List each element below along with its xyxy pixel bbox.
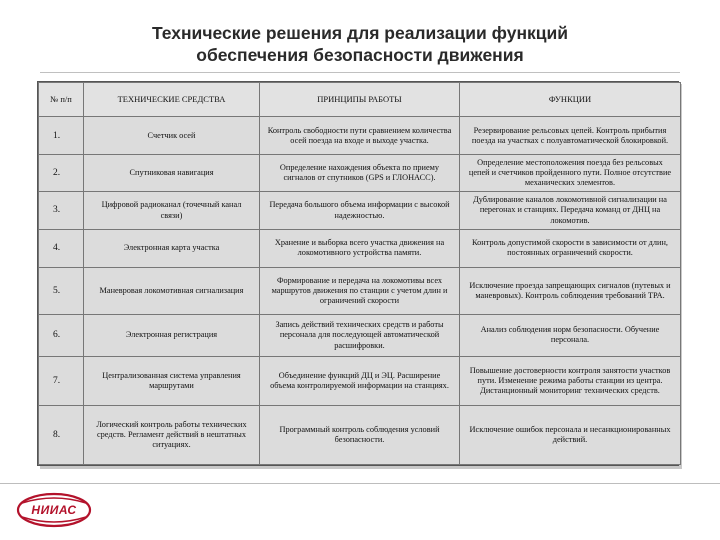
row-means: Электронная карта участка [84,230,260,267]
logo-text: НИИАС [31,503,77,517]
row-means: Маневровая локомотивная сигнализация [84,267,260,315]
row-number: 7. [39,356,84,406]
row-function: Анализ соблюдения норм безопасности. Обучение персонала. [460,315,681,356]
row-means: Электронная регистрация [84,315,260,356]
col-header-functions: ФУНКЦИИ [460,83,681,117]
col-header-principles: ПРИНЦИПЫ РАБОТЫ [260,83,460,117]
row-function: Исключение ошибок персонала и несанкционированных действий. [460,406,681,465]
row-number: 3. [39,191,84,229]
row-function: Дублирование каналов локомотивной сигнализации на перегонах и станциях. Передача команд от ДНЦ на локомотив. [460,191,681,229]
row-number: 6. [39,315,84,356]
row-function: Определение местоположения поезда без рельсовых цепей и счетчиков пройденного пути. Полное отсутствие механических элементов. [460,155,681,191]
table-row [39,155,681,191]
solutions-table [37,81,679,466]
row-principle: Программный контроль соблюдения условий безопасности. [260,406,460,465]
footer-divider [0,483,720,484]
row-means: Централизованная система управления маршрутами [84,356,260,406]
row-means: Логический контроль работы технических средств. Регламент действий в нештатных ситуациях. [84,406,260,465]
title-divider [40,72,680,73]
col-header-number: № п/п [39,83,84,117]
table-row [39,315,681,356]
row-number: 4. [39,230,84,267]
row-principle: Запись действий технических средств и работы персонала для последующей автоматической расшифровки. [260,315,460,356]
table-row [39,191,681,229]
row-means: Спутниковая навигация [84,155,260,191]
row-function: Резервирование рельсовых цепей. Контроль прибытия поезда на участках с полуавтоматической блокировкой. [460,117,681,155]
row-function: Повышение достоверности контроля занятости участков пути. Изменение режима работы станции из центра. Дистанционный мониторинг технических средств. [460,356,681,406]
row-means: Счетчик осей [84,117,260,155]
table-row [39,406,681,465]
row-function: Исключение проезда запрещающих сигналов (путевых и маневровых). Контроль соблюдения требований ТРА. [460,267,681,315]
row-principle: Контроль свободности пути сравнением количества осей поезда на входе и выходе участка. [260,117,460,155]
table-row [39,356,681,406]
row-number: 5. [39,267,84,315]
row-function: Контроль допустимой скорости в зависимости от длин, постоянных ограничений скорости. [460,230,681,267]
page-title [60,22,660,66]
col-header-means: ТЕХНИЧЕСКИЕ СРЕДСТВА [84,83,260,117]
row-principle: Определение нахождения объекта по приему сигналов от спутников (GPS и ГЛОНАСС). [260,155,460,191]
row-means: Цифровой радиоканал (точечный канал связи) [84,191,260,229]
niias-logo [14,491,94,529]
table-header-row [39,83,681,117]
table-row [39,117,681,155]
row-principle: Объединение функций ДЦ и ЭЦ. Расширение объема контролируемой информации на станциях. [260,356,460,406]
table-row [39,230,681,267]
row-principle: Формирование и передача на локомотивы всех маршрутов движения по станции с учетом длин и ограничений скорости [260,267,460,315]
title-line-2: обеспечения безопасности движения [196,45,524,65]
row-principle: Передача большого объема информации с высокой надежностью. [260,191,460,229]
title-line-1: Технические решения для реализации функций [151,23,569,43]
table-row [39,267,681,315]
row-number: 2. [39,155,84,191]
row-number: 1. [39,117,84,155]
row-principle: Хранение и выборка всего участка движения на локомотивного устройства памяти. [260,230,460,267]
row-number: 8. [39,406,84,465]
